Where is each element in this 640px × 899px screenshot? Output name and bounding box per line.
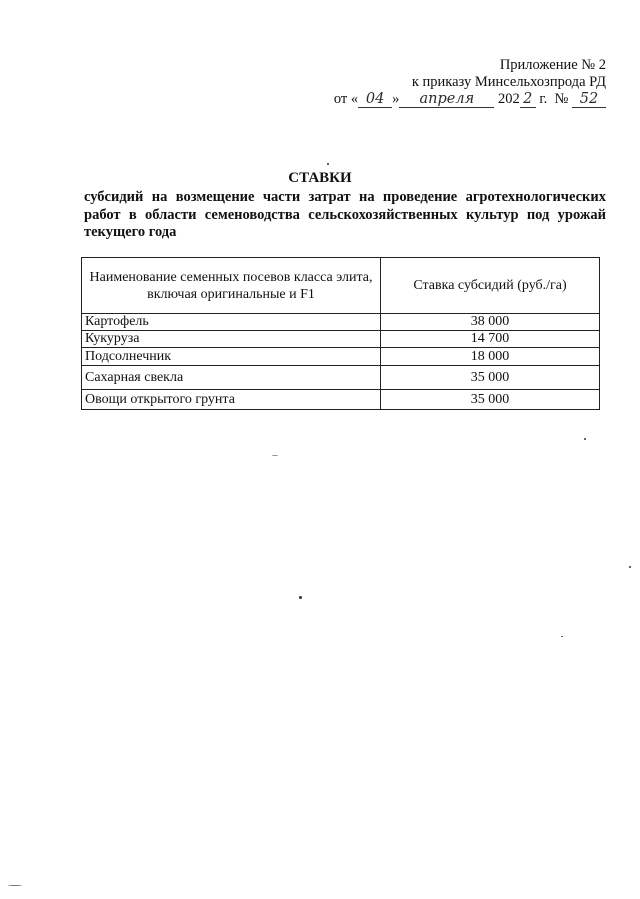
subsidy-rate: 14 700	[381, 331, 600, 348]
number-label: №	[554, 91, 569, 107]
handwritten-month: апреля	[399, 92, 494, 108]
scan-speck	[629, 566, 631, 568]
crop-name: Сахарная свекла	[82, 366, 381, 390]
subsidy-rate: 38 000	[381, 314, 600, 331]
table-header-row	[82, 258, 600, 314]
document-title: СТАВКИ	[288, 170, 352, 186]
scan-speck	[272, 455, 278, 456]
year-prefix: 202	[497, 91, 520, 107]
table-row	[82, 348, 600, 366]
crop-name: Картофель	[82, 314, 381, 331]
document-subtitle: субсидий на возмещение части затрат на проведение агротехнологических работ в области семеноводства сельскохозяйственных культур под урожай текущего года	[84, 189, 606, 240]
order-reference: к приказу Минсельхозпрода РД	[411, 74, 606, 90]
date-prefix: от «	[333, 91, 359, 107]
date-close: »	[392, 91, 400, 107]
scan-speck	[8, 885, 22, 886]
table-row	[82, 331, 600, 348]
subsidy-rates-table	[81, 257, 600, 410]
crop-name: Овощи открытого грунта	[82, 390, 381, 410]
scan-speck	[299, 596, 302, 599]
crop-name: Кукуруза	[82, 331, 381, 348]
appendix-number: Приложение № 2	[499, 57, 606, 73]
table-row	[82, 390, 600, 410]
handwritten-year: 2	[520, 92, 536, 108]
scan-speck	[584, 438, 586, 440]
subsidy-rate: 35 000	[381, 366, 600, 390]
column-header-rate: Ставка субсидий (руб./га)	[381, 258, 600, 314]
scan-speck	[327, 163, 329, 165]
year-label: г.	[539, 91, 548, 107]
handwritten-day: 04	[358, 92, 392, 108]
crop-name: Подсолнечник	[82, 348, 381, 366]
subsidy-rate: 18 000	[381, 348, 600, 366]
column-header-crop: Наименование семенных посевов класса элита, включая оригинальные и F1	[82, 258, 381, 314]
order-date-line	[334, 91, 606, 108]
appendix-header	[334, 57, 606, 108]
table-row	[82, 314, 600, 331]
scan-speck	[561, 636, 563, 637]
subsidy-rate: 35 000	[381, 390, 600, 410]
handwritten-number: 52	[572, 92, 606, 108]
table-row	[82, 366, 600, 390]
